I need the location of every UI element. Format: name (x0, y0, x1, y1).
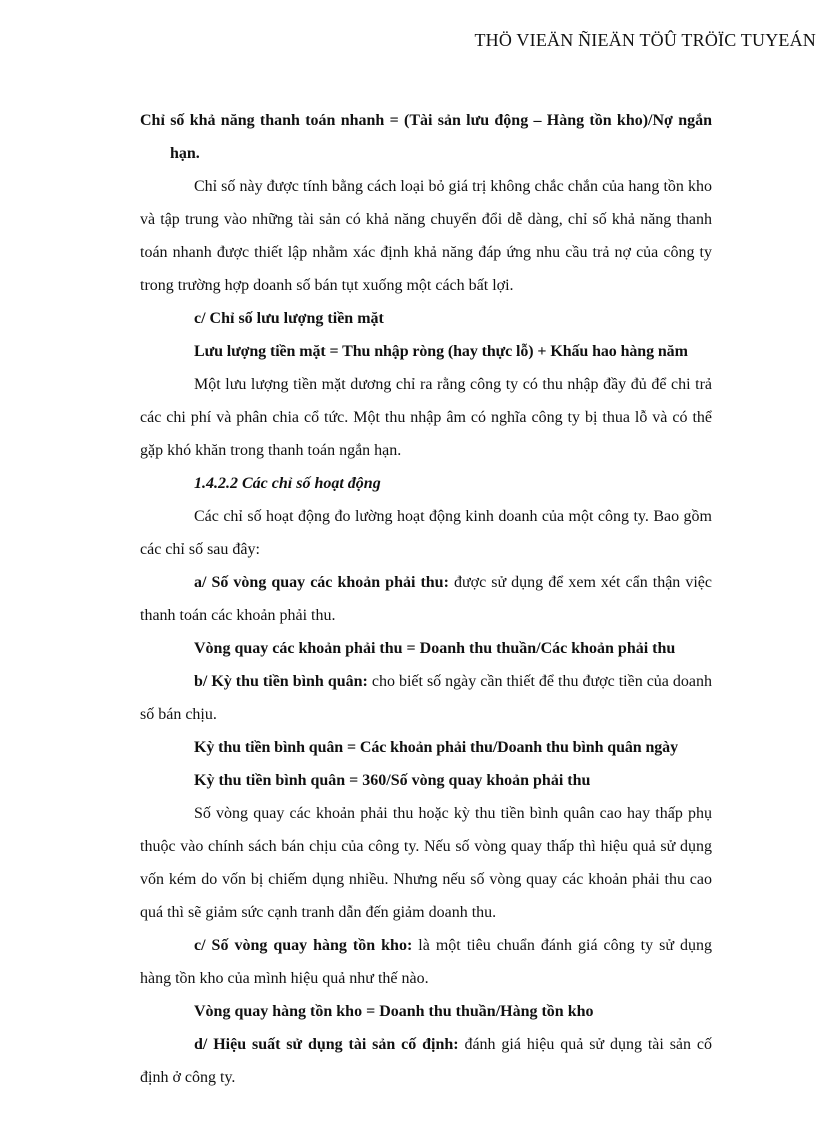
document-body (140, 104, 712, 1094)
page-header: THÖ VIEÄN ÑIEÄN TÖÛ TRÖÏC TUYEÁN (474, 30, 816, 50)
receivable-desc: được sử dụng để xem xét cẩn thận việc thanh toán các khoản phải thu. (140, 574, 712, 624)
collection-formula-2: Kỳ thu tiền bình quân = 360/Số vòng quay khoản phải thu (194, 772, 591, 789)
fixed-asset-desc: đánh giá hiệu quả sử dụng tài sản cố định ở công ty. (140, 1036, 712, 1086)
cash-flow-heading: c/ Chỉ số lưu lượng tiền mặt (194, 310, 384, 327)
collection-desc: cho biết số ngày cần thiết để thu được tiền của doanh số bán chịu. (140, 673, 712, 723)
inventory-paragraph (140, 929, 712, 995)
fixed-asset-paragraph (140, 1028, 712, 1094)
cash-flow-formula: Lưu lượng tiền mặt = Thu nhập ròng (hay thực lỗ) + Khấu hao hàng năm (194, 343, 688, 360)
collection-formula-1: Kỳ thu tiền bình quân = Các khoản phải thu/Doanh thu bình quân ngày (194, 739, 678, 756)
inventory-formula: Vòng quay hàng tồn kho = Doanh thu thuần/Hàng tồn kho (194, 1003, 594, 1020)
inventory-term: c/ Số vòng quay hàng tồn kho: (194, 937, 413, 954)
section-paragraph: Các chỉ số hoạt động đo lường hoạt động kinh doanh của một công ty. Bao gồm các chỉ số sau đây: (140, 508, 712, 558)
collection-paragraph (140, 665, 712, 731)
receivable-formula: Vòng quay các khoản phải thu = Doanh thu thuần/Các khoản phải thu (194, 640, 676, 657)
quick-ratio-heading: Chỉ số khả năng thanh toán nhanh = (Tài sản lưu động – Hàng tồn kho)/Nợ ngắn hạn. (140, 112, 712, 162)
cash-flow-paragraph: Một lưu lượng tiền mặt dương chỉ ra rằng công ty có thu nhập đầy đủ để chi trả các chi phí và phân chia cổ tức. Một thu nhập âm có nghĩa công ty bị thua lỗ và có thể gặp khó khăn trong thanh toán ngắn hạn. (140, 376, 712, 459)
collection-analysis-paragraph: Số vòng quay các khoản phải thu hoặc kỳ thu tiền bình quân cao hay thấp phụ thuộc vào chính sách bán chịu của công ty. Nếu số vòng quay thấp thì hiệu quả sử dụng vốn kém do vốn bị chiếm dụng nhiều. Nhưng nếu số vòng quay các khoản phải thu cao quá thì sẽ giảm sức cạnh tranh dẫn đến giảm doanh thu. (140, 805, 712, 921)
receivable-term: a/ Số vòng quay các khoản phải thu: (194, 574, 449, 591)
receivable-paragraph (140, 566, 712, 632)
section-heading: 1.4.2.2 Các chỉ số hoạt động (194, 475, 381, 492)
fixed-asset-term: d/ Hiệu suất sử dụng tài sản cố định: (194, 1036, 459, 1053)
inventory-desc: là một tiêu chuẩn đánh giá công ty sử dụng hàng tồn kho của mình hiệu quả như thế nào. (140, 937, 712, 987)
collection-term: b/ Kỳ thu tiền bình quân: (194, 673, 368, 690)
quick-ratio-paragraph: Chỉ số này được tính bằng cách loại bỏ giá trị không chắc chắn của hang tồn kho và tập trung vào những tài sản có khả năng chuyển đổi dễ dàng, chỉ số khả năng thanh toán nhanh được thiết lập nhằm xác định khả năng đáp ứng nhu cầu trả nợ của công ty trong trường hợp doanh số bán tụt xuống một cách bất lợi. (140, 178, 712, 294)
